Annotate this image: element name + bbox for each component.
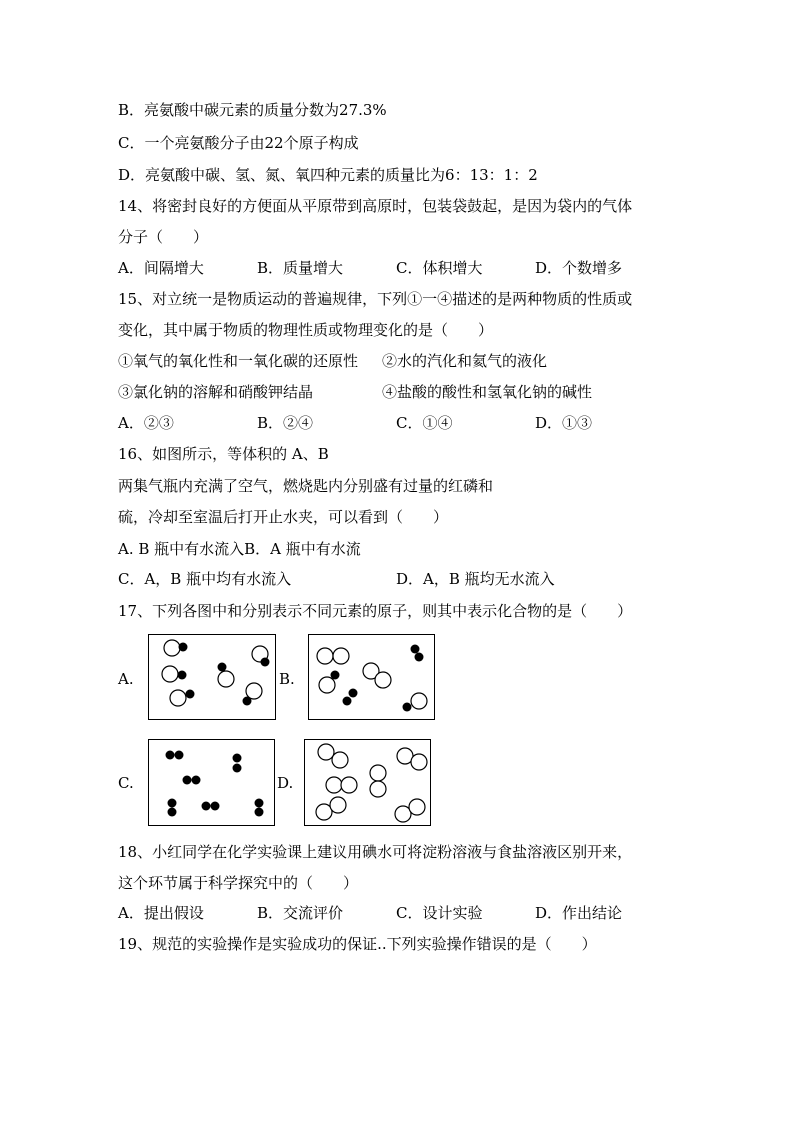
q17-stem: 17、下列各图中和分别表示不同元素的原子，则其中表示化合物的是（ ） xyxy=(118,602,633,620)
q15-stem-1: 15、对立统一是物质运动的普遍规律，下列①一④描述的是两种物质的性质或 xyxy=(118,290,633,308)
q13-option-d: D．亮氨酸中碳、氢、氮、氧四种元素的质量比为6：13：1：2 xyxy=(118,166,538,184)
q17-figure-b xyxy=(308,634,435,720)
q17-label-d: D. xyxy=(277,774,294,792)
q18-stem-2: 这个环节属于科学探究中的（ ） xyxy=(118,874,359,892)
q17-label-a: A. xyxy=(118,670,134,688)
q16-stem-1: 16、如图所示，等体积的 A、B xyxy=(118,445,329,463)
q16-option-c: C．A，B 瓶中均有水流入 xyxy=(118,570,292,588)
q15-option-d: D．①③ xyxy=(535,414,593,432)
q15-stem-2: 变化，其中属于物质的物理性质或物理变化的是（ ） xyxy=(118,321,494,339)
q13-option-b: B．亮氨酸中碳元素的质量分数为27.3% xyxy=(118,101,387,119)
q16-options-ab: A. B 瓶中有水流入B．A 瓶中有水流 xyxy=(118,540,361,558)
q19-stem: 19、规范的实验操作是实验成功的保证..下列实验操作错误的是（ ） xyxy=(118,935,597,953)
q16-stem-3: 硫，冷却至室温后打开止水夹，可以看到（ ） xyxy=(118,508,449,526)
q18-option-d: D．作出结论 xyxy=(535,904,623,922)
q16-option-d: D．A，B 瓶均无水流入 xyxy=(396,570,555,588)
q15-items-row-2 xyxy=(118,382,678,402)
q14-option-c: C．体积增大 xyxy=(396,259,483,277)
q18-option-c: C．设计实验 xyxy=(396,904,483,922)
q15-item-2: ②水的汽化和氦气的液化 xyxy=(382,352,548,370)
q15-options xyxy=(118,413,678,433)
q15-option-c: C．①④ xyxy=(396,414,453,432)
q16-options-cd xyxy=(118,569,678,589)
q14-option-a: A．间隔增大 xyxy=(118,259,204,277)
q15-item-1: ①氧气的氧化性和一氧化碳的还原性 xyxy=(118,352,359,370)
q18-stem-1: 18、小红同学在化学实验课上建议用碘水可将淀粉溶液与食盐溶液区别开来， xyxy=(118,843,633,861)
q17-label-c: C. xyxy=(118,774,134,792)
q14-option-b: B．质量增大 xyxy=(257,259,344,277)
q15-items-row-1 xyxy=(118,351,678,371)
q17-figure-a xyxy=(148,634,276,720)
q17-figure-c xyxy=(148,739,275,826)
q14-option-d: D．个数增多 xyxy=(535,259,623,277)
q18-option-b: B．交流评价 xyxy=(257,904,344,922)
q13-option-c: C．一个亮氨酸分子由22个原子构成 xyxy=(118,134,359,152)
q15-option-b: B．②④ xyxy=(257,414,314,432)
q17-figure-d xyxy=(304,739,431,826)
q15-option-a: A．②③ xyxy=(118,414,174,432)
q14-options xyxy=(118,258,678,278)
q16-stem-2: 两集气瓶内充满了空气，燃烧匙内分别盛有过量的红磷和 xyxy=(118,477,494,495)
q17-label-b: B. xyxy=(279,670,295,688)
q15-item-3: ③氯化钠的溶解和硝酸钾结晶 xyxy=(118,383,314,401)
q14-stem-1: 14、将密封良好的方便面从平原带到高原时，包装袋鼓起，是因为袋内的气体 xyxy=(118,197,633,215)
q18-options xyxy=(118,903,678,923)
q14-stem-2: 分子（ ） xyxy=(118,228,209,246)
q18-option-a: A．提出假设 xyxy=(118,904,204,922)
q15-item-4: ④盐酸的酸性和氢氧化钠的碱性 xyxy=(382,383,593,401)
